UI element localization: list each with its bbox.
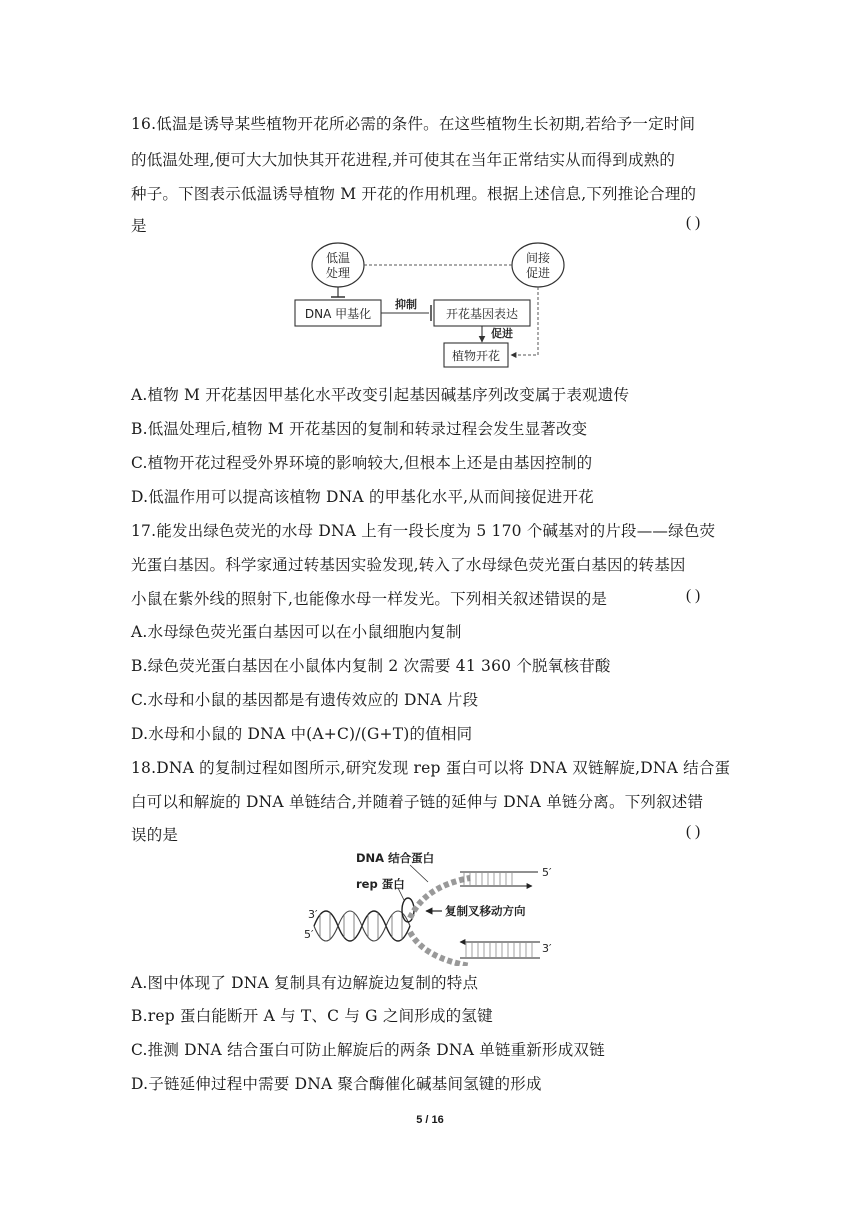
q18-option-a: A.图中体现了 DNA 复制具有边解旋边复制的特点 bbox=[131, 974, 479, 992]
q16-answer-bracket: ( ) bbox=[686, 214, 701, 231]
low-temp-label-1: 低温 bbox=[325, 251, 351, 265]
q18-stem-line-1: 18.DNA 的复制过程如图所示,研究发现 rep 蛋白可以将 DNA 双链解旋,DNA 结合蛋 bbox=[131, 759, 731, 777]
q16-option-a: A.植物 M 开花基因甲基化水平改变引起基因碱基序列改变属于表观遗传 bbox=[131, 386, 630, 404]
indirect-promote-label-2: 促进 bbox=[525, 266, 551, 280]
low-temp-label-2: 处理 bbox=[325, 266, 351, 280]
indirect-promote-label-1: 间接 bbox=[525, 251, 551, 265]
q16-stem-line-2: 的低温处理,便可大大加快其开花进程,并可使其在当年正常结实从而得到成熟的 bbox=[131, 151, 676, 169]
q18-stem-line-3: 误的是 bbox=[131, 826, 179, 844]
q17-option-d: D.水母和小鼠的 DNA 中(A+C)/(G+T)的值相同 bbox=[131, 725, 473, 743]
left-5-prime-end: 5′ bbox=[304, 928, 314, 941]
bottom-3-prime-end: 3′ bbox=[542, 942, 552, 955]
q17-answer-bracket: ( ) bbox=[686, 587, 701, 604]
q16-option-b: B.低温处理后,植物 M 开花基因的复制和转录过程会发生显著改变 bbox=[131, 420, 588, 438]
q18-option-b: B.rep 蛋白能断开 A 与 T、C 与 G 之间形成的氢键 bbox=[131, 1007, 493, 1025]
dna-binding-protein-label: DNA 结合蛋白 bbox=[356, 851, 435, 865]
q16-option-d: D.低温作用可以提高该植物 DNA 的甲基化水平,从而间接促进开花 bbox=[131, 488, 594, 506]
q17-option-a: A.水母绿色荧光蛋白基因可以在小鼠细胞内复制 bbox=[131, 623, 462, 641]
flowering-label: 植物开花 bbox=[451, 349, 501, 363]
q16-stem-line-3: 种子。下图表示低温诱导植物 M 开花的作用机理。根据上述信息,下列推论合理的 bbox=[131, 185, 697, 203]
q17-stem-line-3: 小鼠在紫外线的照射下,也能像水母一样发光。下列相关叙述错误的是 bbox=[131, 590, 608, 608]
left-3-prime-end: 3′ bbox=[308, 908, 318, 921]
dna-methylation-label: DNA 甲基化 bbox=[304, 307, 372, 321]
gene-expression-label: 开花基因表达 bbox=[445, 307, 519, 321]
q16-stem-line-1: 16.低温是诱导某些植物开花所必需的条件。在这些植物生长初期,若给予一定时间 bbox=[131, 115, 696, 133]
low-temp-circle bbox=[312, 243, 364, 287]
rep-protein-label: rep 蛋白 bbox=[356, 877, 405, 891]
q18-option-d: D.子链延伸过程中需要 DNA 聚合酶催化碱基间氢键的形成 bbox=[131, 1075, 542, 1093]
indirect-promote-circle bbox=[512, 243, 564, 287]
q18-option-c: C.推测 DNA 结合蛋白可防止解旋后的两条 DNA 单链重新形成双链 bbox=[131, 1041, 605, 1059]
q18-answer-bracket: ( ) bbox=[686, 823, 701, 840]
q18-stem-line-2: 白可以和解旋的 DNA 单链结合,并随着子链的延伸与 DNA 单链分离。下列叙述错 bbox=[131, 793, 704, 811]
page-number: 5 / 16 bbox=[416, 1114, 444, 1126]
q16-stem-line-4: 是 bbox=[131, 217, 147, 235]
q18-replication-diagram bbox=[300, 848, 570, 966]
q16-flowering-diagram bbox=[288, 240, 578, 370]
inhibit-label: 抑制 bbox=[395, 298, 417, 311]
fork-direction-label: 复制叉移动方向 bbox=[445, 904, 526, 918]
fork-lower-strand bbox=[410, 932, 470, 966]
q17-option-c: C.水母和小鼠的基因都是有遗传效应的 DNA 片段 bbox=[131, 691, 479, 709]
q17-stem-line-1: 17.能发出绿色荧光的水母 DNA 上有一段长度为 5 170 个碱基对的片段——绿色荧 bbox=[131, 522, 716, 540]
q17-option-b: B.绿色荧光蛋白基因在小鼠体内复制 2 次需要 41 360 个脱氧核苷酸 bbox=[131, 657, 611, 675]
helix-strand-2 bbox=[314, 911, 410, 941]
promote-label: 促进 bbox=[491, 327, 513, 340]
q17-stem-line-2: 光蛋白基因。科学家通过转基因实验发现,转入了水母绿色荧光蛋白基因的转基因 bbox=[131, 556, 686, 574]
top-5-prime-end: 5′ bbox=[542, 866, 552, 879]
q16-option-c: C.植物开花过程受外界环境的影响较大,但根本上还是由基因控制的 bbox=[131, 454, 593, 472]
